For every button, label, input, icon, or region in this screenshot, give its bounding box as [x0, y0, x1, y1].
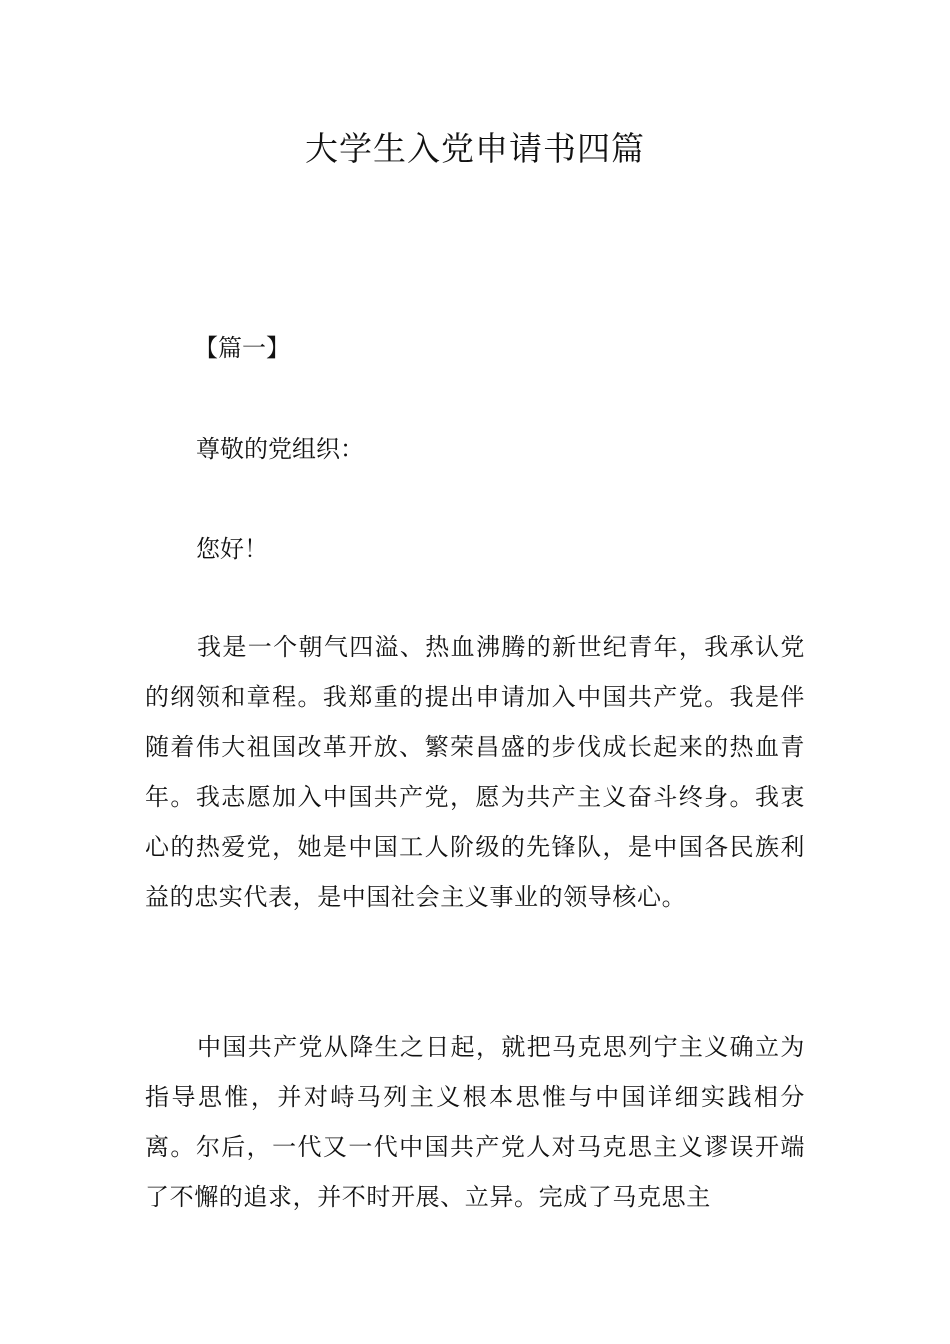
body-paragraph-2: 中国共产党从降生之日起，就把马克思列宁主义确立为指导思惟，并对峙马列主义根本思惟与中国详细实践相分离。尔后，一代又一代中国共产党人对马克思主义谬误开端了不懈的追求，并不时开展、立异。完成了马克思主: [145, 1033, 805, 1211]
body-paragraph-1: 我是一个朝气四溢、热血沸腾的新世纪青年，我承认党的纲领和章程。我郑重的提出申请加入中国共产党。我是伴随着伟大祖国改革开放、繁荣昌盛的步伐成长起来的热血青年。我志愿加入中国共产党，愿为共产主义奋斗终身。我衷心的热爱党，她是中国工人阶级的先锋队，是中国各民族利益的忠实代表，是中国社会主义事业的领导核心。: [145, 633, 805, 911]
salutation: 尊敬的党组织：: [196, 435, 364, 463]
greeting: 您好！: [196, 535, 268, 563]
section-label: 【篇一】: [194, 334, 290, 362]
document-title: 大学生入党申请书四篇: [305, 129, 645, 168]
